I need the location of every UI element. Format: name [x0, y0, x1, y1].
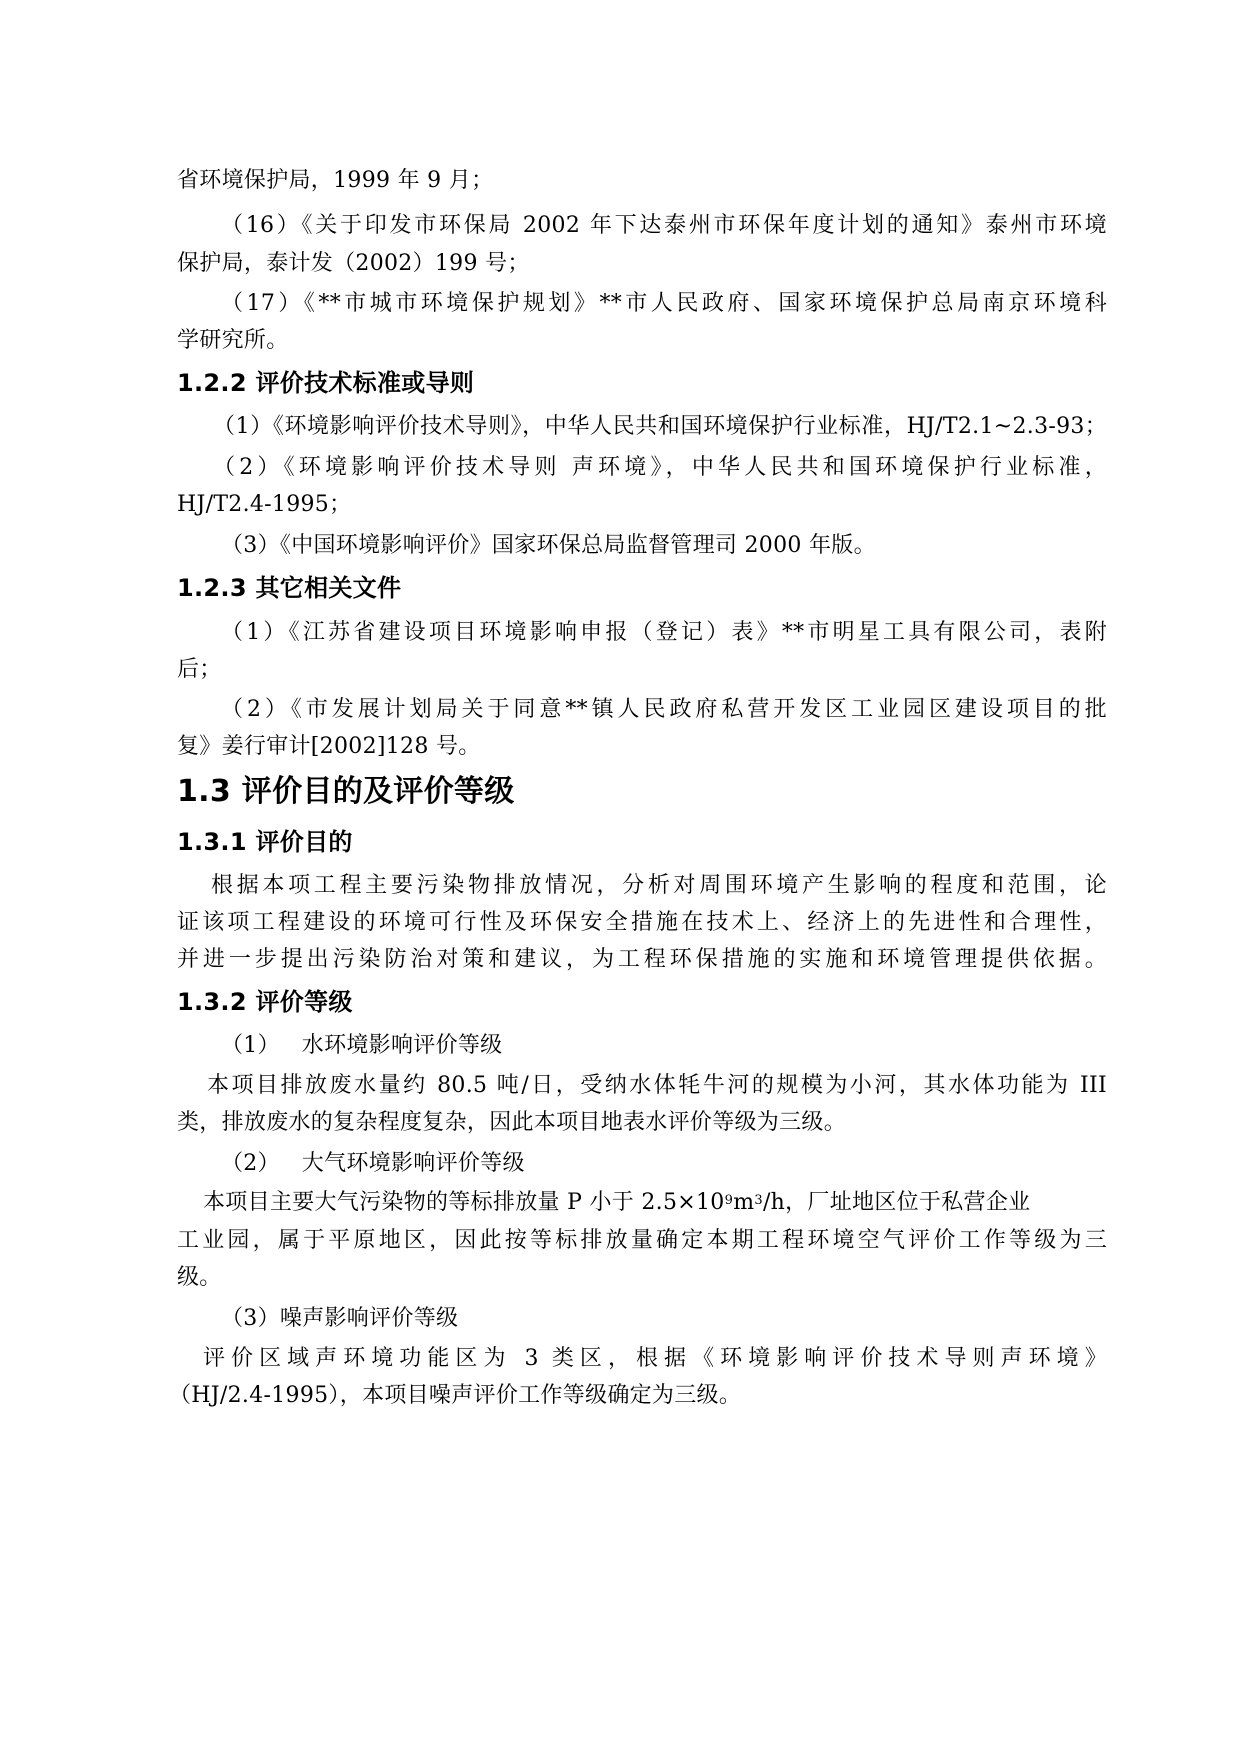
- grade-noise-heading: （3）噪声影响评价等级: [221, 1306, 459, 1331]
- purpose-line-1: 根据本项工程主要污染物排放情况，分析对周围环境产生影响的程度和范围，论: [211, 873, 1107, 898]
- grade-air-text-a: 本项目主要大气污染物的等标排放量 P 小于 2.5×10: [203, 1190, 725, 1215]
- grade-air-line-3: 级。: [177, 1265, 222, 1290]
- reference-17-line-2: 学研究所。: [177, 328, 289, 353]
- reference-16-line-1: （16）《关于印发市环保局 2002 年下达泰州市环保年度计划的通知》泰州市环境: [221, 213, 1107, 238]
- section-heading-1-3: 1.3 评价目的及评价等级: [177, 774, 515, 809]
- grade-air-unit-m: m: [733, 1190, 755, 1215]
- grade-air-heading: （2） 大气环境影响评价等级: [221, 1151, 525, 1176]
- section-heading-1-2-3: 1.2.3 其它相关文件: [177, 574, 402, 602]
- section-heading-1-3-2: 1.3.2 评价等级: [177, 988, 353, 1016]
- grade-air-line-1: [203, 1188, 1030, 1218]
- body-line: 省环境保护局，1999 年 9 月；: [177, 168, 494, 193]
- document-2-line-1: （2）《市发展计划局关于同意**镇人民政府私营开发区工业园区建设项目的批: [221, 697, 1107, 722]
- exponent-3: 3: [754, 1193, 763, 1208]
- section-heading-1-3-1: 1.3.1 评价目的: [177, 828, 353, 856]
- grade-noise-line-1: 评价区域声环境功能区为 3 类区，根据《环境影响评价技术导则声环境》: [203, 1346, 1107, 1371]
- exponent-9: 9: [724, 1193, 734, 1208]
- grade-water-line-1: 本项目排放废水量约 80.5 吨/日，受纳水体牦牛河的规模为小河，其水体功能为 III: [207, 1073, 1107, 1098]
- standard-2-line-1: （2）《环境影响评价技术导则 声环境》，中华人民共和国环境保护行业标准，: [213, 455, 1107, 480]
- grade-air-line-2: 工业园，属于平原地区，因此按等标排放量确定本期工程环境空气评价工作等级为三: [177, 1228, 1107, 1253]
- grade-noise-line-2: （HJ/2.4-1995），本项目噪声评价工作等级确定为三级。: [169, 1383, 742, 1408]
- document-1-line-1: （1）《江苏省建设项目环境影响申报（登记）表》**市明星工具有限公司，表附: [221, 620, 1107, 645]
- document-1-line-2: 后；: [177, 657, 222, 682]
- section-heading-1-2-2: 1.2.2 评价技术标准或导则: [177, 369, 475, 397]
- reference-16-line-2: 保护局，泰计发（2002）199 号；: [177, 251, 530, 276]
- standard-1-line: （1）《环境影响评价技术导则》，中华人民共和国环境保护行业标准，HJ/T2.1~2.3-93；: [213, 414, 1107, 439]
- grade-water-line-2: 类，排放废水的复杂程度复杂，因此本项目地表水评价等级为三级。: [177, 1110, 847, 1135]
- reference-17-line-1: （17）《**市城市环境保护规划》**市人民政府、国家环境保护总局南京环境科: [221, 291, 1107, 316]
- purpose-line-2: 证该项工程建设的环境可行性及环保安全措施在技术上、经济上的先进性和合理性，: [177, 910, 1107, 935]
- document-2-line-2: 复》姜行审计[2002]128 号。: [177, 734, 481, 759]
- purpose-line-3: 并进一步提出污染防治对策和建议，为工程环保措施的实施和环境管理提供依据。: [177, 947, 1107, 972]
- grade-air-text-c: /h，厂址地区位于私营企业: [762, 1190, 1031, 1215]
- standard-3-line: （3）《中国环境影响评价》国家环保总局监督管理司 2000 年版。: [221, 533, 876, 558]
- grade-water-heading: （1） 水环境影响评价等级: [221, 1033, 503, 1058]
- standard-2-line-2: HJ/T2.4-1995；: [177, 492, 352, 517]
